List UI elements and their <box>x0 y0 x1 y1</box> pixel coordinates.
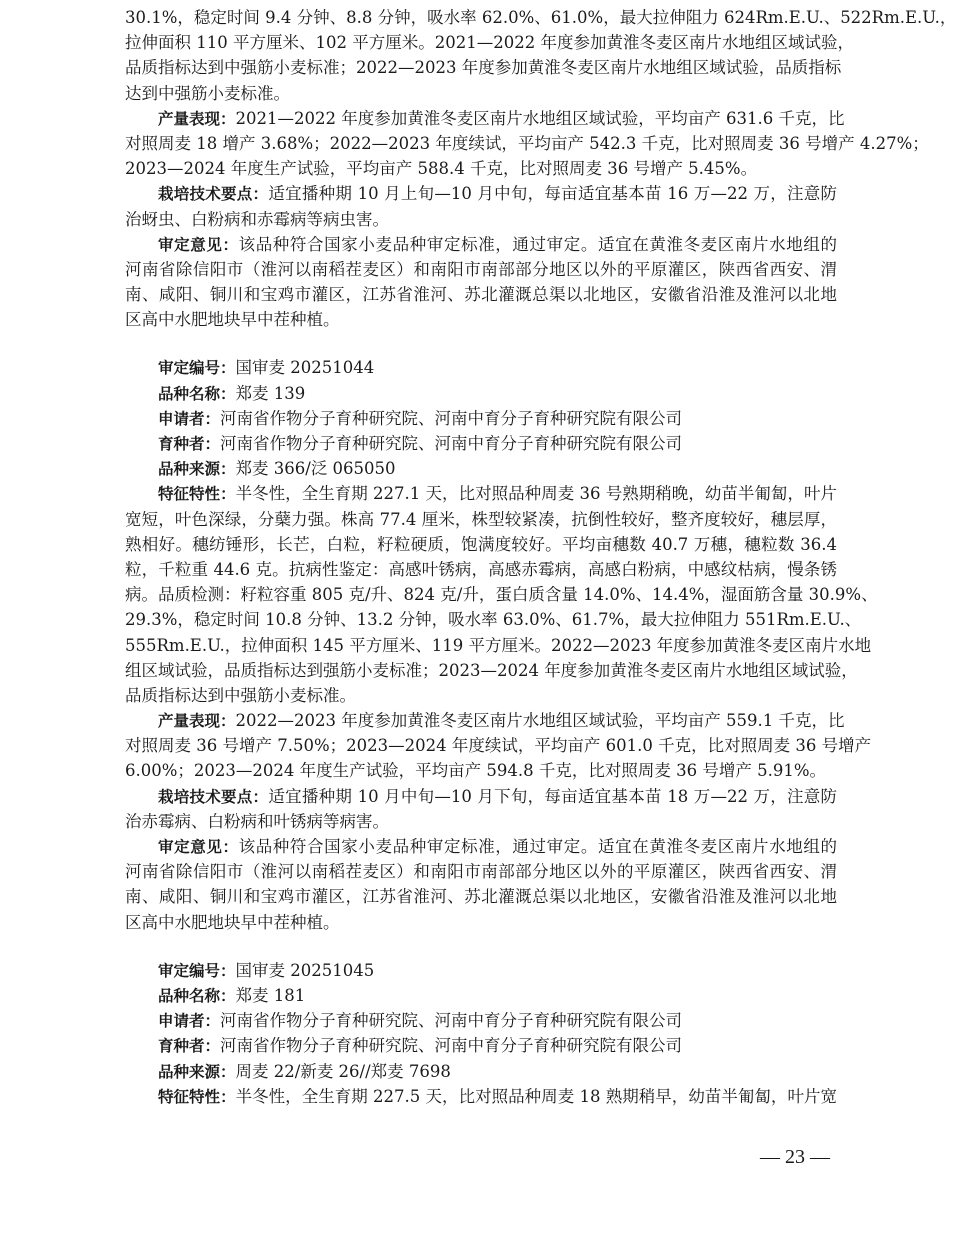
text-line <box>125 557 837 582</box>
text-line <box>125 809 837 834</box>
field-text: 29.3%，稳定时间 10.8 分钟、13.2 分钟，吸水率 63.0%、61.7%，最大拉伸阻力 551Rm.E.U.、 <box>125 610 862 630</box>
paragraph <box>125 983 837 1008</box>
text-line <box>125 207 837 232</box>
text-line <box>125 5 956 30</box>
paragraph <box>125 5 956 106</box>
field-label: 品种名称： <box>158 986 236 1005</box>
text-line <box>125 282 837 307</box>
field-text: 组区域试验，品质指标达到强筋小麦标准；2023—2024 年度参加黄淮冬麦区南片水地组区域试验， <box>125 660 858 680</box>
field-text: 治蚜虫、白粉病和赤霉病等病虫害。 <box>125 209 389 229</box>
paragraph <box>125 181 837 231</box>
field-text: 品质指标达到中强筋小麦标准。 <box>125 685 356 705</box>
text-line <box>125 30 854 55</box>
field-text: 郑麦 366/泛 065050 <box>235 459 396 479</box>
field-text: 对照周麦 36 号增产 7.50%；2023—2024 年度续试，平均亩产 601.0 千克，比对照周麦 36 号增产 <box>125 736 872 756</box>
paragraph <box>125 431 837 456</box>
variety-section <box>125 5 956 332</box>
field-text: 该品种符合国家小麦品种审定标准，通过审定。适宜在黄淮冬麦区南片水地组的 <box>238 837 837 856</box>
field-label: 品种名称： <box>158 384 236 403</box>
field-label: 审定编号： <box>158 359 236 378</box>
paragraph <box>125 481 878 708</box>
section-gap <box>125 935 837 958</box>
field-text: 南、咸阳、铜川和宝鸡市灌区，江苏省淮河、苏北灌溉总渠以北地区，安徽省沿淮及淮河以北地 <box>125 887 837 907</box>
text-line <box>125 958 837 983</box>
field-label: 品种来源： <box>158 1062 236 1081</box>
paragraph <box>125 958 837 983</box>
text-line <box>125 708 845 733</box>
field-text: 拉伸面积 110 平方厘米、102 平方厘米。2021—2022 年度参加黄淮冬麦区南片水地组区域试验， <box>125 33 854 53</box>
field-label: 产量表现： <box>158 109 236 128</box>
field-text: 病。品质检测：籽粒容重 805 克/升、824 克/升，蛋白质含量 14.0%、14.4%，湿面筋含量 30.9%、 <box>125 585 878 605</box>
text-line <box>125 607 862 632</box>
paragraph <box>125 1059 837 1084</box>
text-line <box>125 1084 837 1109</box>
text-line <box>125 181 837 206</box>
field-text: 达到中强筋小麦标准。 <box>125 83 290 103</box>
text-line <box>125 683 837 708</box>
text-line <box>125 658 858 683</box>
text-line <box>125 257 837 282</box>
field-label: 审定意见： <box>158 235 239 254</box>
text-line <box>125 834 837 859</box>
text-line <box>125 431 837 456</box>
text-line <box>125 784 837 809</box>
field-text: 南、咸阳、铜川和宝鸡市灌区，江苏省淮河、苏北灌溉总渠以北地区，安徽省沿淮及淮河以北地 <box>125 285 837 305</box>
field-text: 河南省除信阳市（淮河以南稻茬麦区）和南阳市南部部分地区以外的平原灌区，陕西省西安、渭 <box>125 862 837 882</box>
field-text: 适宜播种期 10 月中旬—10 月下旬，每亩适宜基本苗 18 万—22 万，注意防 <box>268 786 837 806</box>
field-label: 育种者： <box>158 1037 221 1056</box>
field-label: 特征特性： <box>158 1087 236 1106</box>
text-line <box>125 733 872 758</box>
field-text: 郑麦 139 <box>235 383 306 403</box>
field-text: 区高中水肥地块早中茬种植。 <box>125 310 340 330</box>
field-text: 河南省作物分子育种研究院、河南中育分子育种研究院有限公司 <box>220 1036 683 1056</box>
field-label: 申请者： <box>158 409 221 428</box>
field-text: 河南省作物分子育种研究院、河南中育分子育种研究院有限公司 <box>220 1011 683 1031</box>
text-line <box>125 81 837 106</box>
field-text: 周麦 22/新麦 26//郑麦 7698 <box>235 1061 451 1081</box>
field-text: 品质指标达到中强筋小麦标准；2022—2023 年度参加黄淮冬麦区南片水地组区域试验，品质指标 <box>125 58 842 78</box>
field-label: 审定意见： <box>158 838 239 856</box>
field-label: 申请者： <box>158 1012 221 1031</box>
text-line <box>125 232 837 257</box>
text-line <box>125 910 837 935</box>
field-text: 国审麦 20251045 <box>235 960 375 980</box>
paragraph <box>125 1008 837 1033</box>
section-gap <box>125 332 837 355</box>
text-line <box>125 532 837 557</box>
paragraph <box>125 355 837 380</box>
field-label: 栽培技术要点： <box>158 185 269 204</box>
field-text: 2022—2023 年度参加黄淮冬麦区南片水地组区域试验，平均亩产 559.1 千克，比 <box>235 711 845 731</box>
field-text: 2023—2024 年度生产试验，平均亩产 588.4 千克，比对照周麦 36 号增产 5.45%。 <box>125 159 758 179</box>
field-text: 郑麦 181 <box>235 985 306 1005</box>
text-line <box>125 156 837 181</box>
text-line <box>125 307 837 332</box>
field-text: 区高中水肥地块早中茬种植。 <box>125 912 340 932</box>
field-text: 适宜播种期 10 月上旬—10 月中旬，每亩适宜基本苗 16 万—22 万，注意防 <box>268 184 837 204</box>
text-line <box>125 406 837 431</box>
text-line <box>125 983 837 1008</box>
paragraph <box>125 708 872 784</box>
text-line <box>125 859 837 884</box>
text-line <box>125 507 837 532</box>
field-label: 产量表现： <box>158 712 236 731</box>
field-text: 熟相好。穗纺锤形，长芒，白粒，籽粒硬质，饱满度较好。平均亩穗数 40.7 万穗，穗粒数 36.4 <box>125 534 837 554</box>
text-line <box>125 55 842 80</box>
text-line <box>125 1008 837 1033</box>
document-body <box>125 5 956 1109</box>
field-text: 30.1%，稳定时间 9.4 分钟、8.8 分钟，吸水率 62.0%、61.0%，最大拉伸阻力 624Rm.E.U.、522Rm.E.U.， <box>125 8 956 27</box>
field-label: 育种者： <box>158 435 221 453</box>
paragraph <box>125 406 837 431</box>
field-text: 河南省作物分子育种研究院、河南中育分子育种研究院有限公司 <box>220 408 683 428</box>
paragraph <box>125 381 837 406</box>
field-text: 治赤霉病、白粉病和叶锈病等病害。 <box>125 811 389 831</box>
paragraph <box>125 106 929 182</box>
paragraph <box>125 232 837 333</box>
paragraph <box>125 1033 837 1058</box>
field-text: 半冬性，全生育期 227.1 天，比对照品种周麦 36 号熟期稍晚，幼苗半匍匐，叶片 <box>235 484 837 504</box>
text-line <box>125 106 845 131</box>
field-label: 审定编号： <box>158 961 236 980</box>
text-line <box>125 884 837 909</box>
text-line <box>125 355 837 380</box>
field-text: 粒，千粒重 44.6 克。抗病性鉴定：高感叶锈病，高感赤霉病，高感白粉病，中感纹枯病，慢条锈 <box>125 559 837 579</box>
text-line <box>125 481 837 506</box>
text-line <box>125 1059 837 1084</box>
text-line <box>125 582 878 607</box>
paragraph <box>125 1084 837 1109</box>
field-label: 品种来源： <box>158 460 236 479</box>
field-text: 国审麦 20251044 <box>235 358 375 378</box>
text-line <box>125 131 929 156</box>
field-text: 对照周麦 18 增产 3.68%；2022—2023 年度续试，平均亩产 542.3 千克，比对照周麦 36 号增产 4.27%； <box>125 133 929 153</box>
field-text: 河南省除信阳市（淮河以南稻茬麦区）和南阳市南部部分地区以外的平原灌区，陕西省西安、渭 <box>125 259 837 279</box>
text-line <box>125 758 837 783</box>
text-line <box>125 1033 837 1058</box>
field-text: 宽短，叶色深绿，分蘖力强。株高 77.4 厘米，株型较紧凑，抗倒性较好，整齐度较好，穗层厚， <box>125 509 837 529</box>
variety-section <box>125 958 837 1109</box>
field-label: 特征特性： <box>158 485 236 504</box>
field-text: 该品种符合国家小麦品种审定标准，通过审定。适宜在黄淮冬麦区南片水地组的 <box>238 234 837 254</box>
field-text: 半冬性，全生育期 227.5 天，比对照品种周麦 18 熟期稍早，幼苗半匍匐，叶片宽 <box>235 1086 837 1106</box>
variety-section <box>125 355 878 934</box>
paragraph <box>125 834 837 935</box>
text-line <box>125 381 837 406</box>
paragraph <box>125 456 837 481</box>
text-line <box>125 633 872 658</box>
text-line <box>125 456 837 481</box>
page-number: — 23 — <box>760 1146 830 1168</box>
field-text: 6.00%；2023—2024 年度生产试验，平均亩产 594.8 千克，比对照周麦 36 号增产 5.91%。 <box>125 761 827 781</box>
field-text: 2021—2022 年度参加黄淮冬麦区南片水地组区域试验，平均亩产 631.6 千克，比 <box>235 108 845 128</box>
field-text: 河南省作物分子育种研究院、河南中育分子育种研究院有限公司 <box>220 434 683 453</box>
paragraph <box>125 784 837 834</box>
field-label: 栽培技术要点： <box>158 787 269 806</box>
field-text: 555Rm.E.U.，拉伸面积 145 平方厘米、119 平方厘米。2022—2023 年度参加黄淮冬麦区南片水地 <box>125 635 872 655</box>
